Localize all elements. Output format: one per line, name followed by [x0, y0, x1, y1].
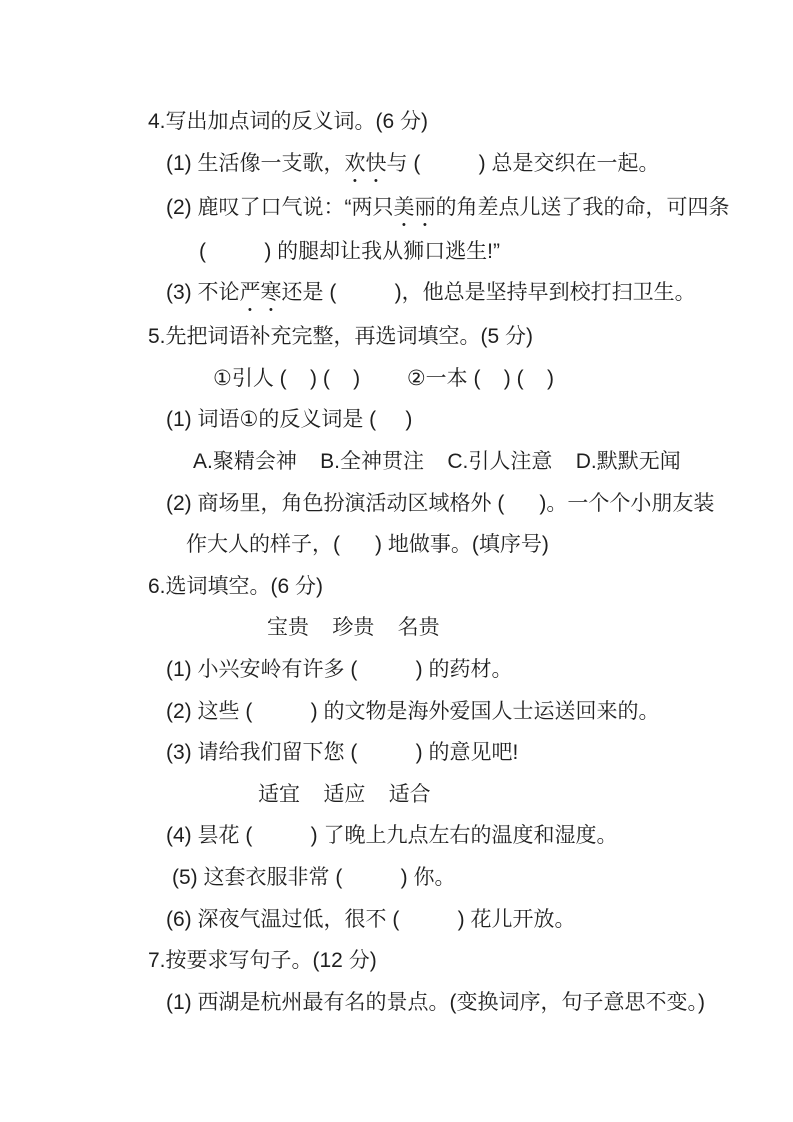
q4-item3-text-post: 还是 ( )，他总是坚持早到校打扫卫生。	[281, 281, 696, 305]
q4-item3-emphasized-word: 严寒	[239, 281, 282, 305]
q4-item2-emphasized-word: 美丽	[393, 195, 436, 219]
q6-item-1: (1) 小兴安岭有许多 ( ) 的药材。	[166, 657, 513, 681]
q6-title: 6.选词填空。(6 分)	[148, 574, 324, 598]
q6-item-4: (4) 昙花 ( ) 了晚上九点左右的温度和湿度。	[166, 824, 618, 848]
q4-item2-text-pre: (2) 鹿叹了口气说：“两只	[166, 195, 394, 219]
q4-item-1	[0, 143, 793, 187]
q6-item-3: (3) 请给我们留下您 ( ) 的意见吧!	[166, 741, 519, 765]
q5-item-2-line-1: (2) 商场里，角色扮演活动区域格外 ( )。一个个小朋友装	[166, 491, 715, 515]
q5-title: 5.先把词语补充完整，再选词填空。(5 分)	[148, 325, 534, 349]
q4-item-2-line-1	[0, 187, 793, 231]
q5-item-1: (1) 词语①的反义词是 ( )	[166, 408, 413, 432]
q5-options-line: A.聚精会神 B.全神贯注 C.引人注意 D.默默无闻	[193, 449, 681, 473]
q6-item-5: (5) 这套衣服非常 ( ) 你。	[172, 865, 456, 889]
q5-word-completion-line: ①引人 ( ) ( ) ②一本 ( ) ( )	[213, 366, 554, 390]
q6-word-bank-2: 适宜 适应 适合	[258, 782, 431, 806]
q4-item1-text-post: 与 ( ) 总是交织在一起。	[386, 151, 660, 175]
q6-item-6: (6) 深夜气温过低，很不 ( ) 花儿开放。	[166, 907, 576, 931]
q4-item-3	[0, 272, 793, 316]
q4-item1-text-pre: (1) 生活像一支歌，	[166, 151, 345, 175]
q6-word-bank-1: 宝贵 珍贵 名贵	[267, 616, 440, 640]
q4-item-2-line-2: ( ) 的腿却让我从狮口逃生!”	[199, 239, 500, 263]
q4-item2-text-post: 的角差点儿送了我的命，可四条	[435, 195, 730, 219]
q4-title: 4.写出加点词的反义词。(6 分)	[148, 110, 429, 133]
q4-item1-emphasized-word: 欢快	[344, 151, 387, 175]
q6-item-2: (2) 这些 ( ) 的文物是海外爱国人士运送回来的。	[166, 699, 660, 723]
q7-item-1: (1) 西湖是杭州最有名的景点。(变换词序，句子意思不变。)	[166, 990, 705, 1014]
q4-item3-text-pre: (3) 不论	[166, 281, 240, 305]
q5-item-2-line-2: 作大人的样子，( ) 地做事。(填序号)	[186, 533, 549, 557]
q7-title: 7.按要求写句子。(12 分)	[148, 949, 377, 973]
